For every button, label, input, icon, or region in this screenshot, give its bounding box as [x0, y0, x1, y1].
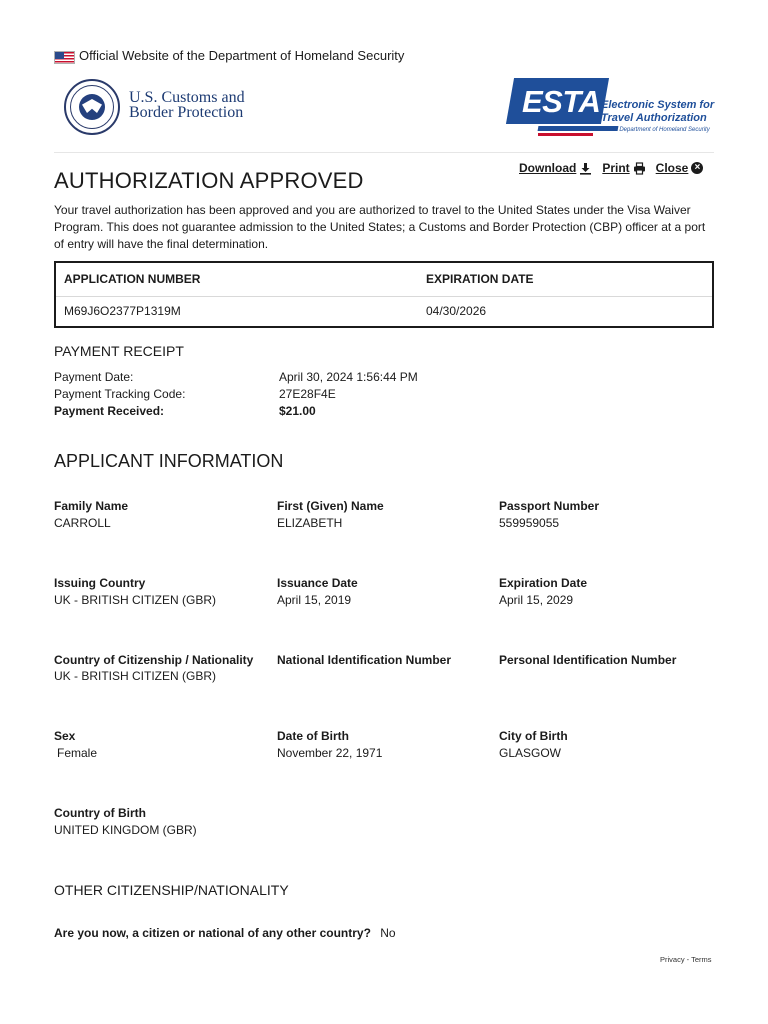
passport-number-value: 559959055: [499, 516, 560, 530]
citizenship-value: UK - BRITISH CITIZEN (GBR): [54, 669, 216, 683]
printer-icon: [633, 162, 646, 175]
footer-links: [660, 955, 712, 964]
header-divider: [54, 152, 714, 153]
other-citizenship-answer: No: [380, 926, 396, 940]
close-label: Close: [655, 161, 689, 175]
dhs-seal-icon: [64, 79, 120, 135]
city-of-birth-value: GLASGOW: [499, 746, 562, 760]
download-label: Download: [519, 161, 577, 175]
close-link[interactable]: [656, 161, 704, 175]
esta-logo-line3: U.S. Department of Homeland Security: [606, 127, 710, 133]
country-of-birth-label: Country of Birth: [54, 806, 146, 820]
payment-date-label: Payment Date:: [54, 370, 134, 384]
payment-received-value: $21.00: [279, 404, 316, 418]
esta-logo: [510, 78, 720, 140]
other-citizenship-question: Are you now, a citizen or national of any other country?: [54, 926, 371, 940]
applicant-information-heading: APPLICANT INFORMATION: [54, 451, 284, 471]
other-citizenship-heading: OTHER CITIZENSHIP/NATIONALITY: [54, 882, 289, 898]
other-citizenship-question-row: [54, 926, 396, 940]
payment-tracking-label: Payment Tracking Code:: [54, 387, 186, 401]
city-of-birth-label: City of Birth: [499, 729, 568, 743]
date-of-birth-label: Date of Birth: [277, 729, 349, 743]
payment-date-value: April 30, 2024 1:56:44 PM: [279, 370, 418, 384]
country-of-birth-value: UNITED KINGDOM (GBR): [54, 823, 197, 837]
cbp-name-line1: U.S. Customs and: [129, 89, 245, 106]
issuance-date-label: Issuance Date: [277, 576, 358, 590]
issuing-country-label: Issuing Country: [54, 576, 146, 590]
application-table: [54, 261, 714, 328]
close-icon: ×: [691, 162, 703, 174]
cbp-logo-text: [129, 90, 245, 120]
passport-expiration-label: Expiration Date: [499, 576, 588, 590]
application-number-value: M69J6O2377P1319M: [64, 304, 181, 318]
expiration-date-header: EXPIRATION DATE: [426, 272, 534, 286]
application-number-header: APPLICATION NUMBER: [64, 272, 201, 286]
sex-value: Female: [57, 746, 98, 760]
privacy-link[interactable]: Privacy: [660, 955, 685, 964]
family-name-label: Family Name: [54, 499, 129, 513]
personal-id-label: Personal Identification Number: [499, 653, 677, 667]
payment-receipt-heading: PAYMENT RECEIPT: [54, 343, 184, 359]
page-title: AUTHORIZATION APPROVED: [54, 168, 364, 193]
download-link[interactable]: [519, 161, 592, 175]
given-name-label: First (Given) Name: [277, 499, 384, 513]
print-link[interactable]: [602, 161, 645, 175]
passport-number-label: Passport Number: [499, 499, 600, 513]
official-website-banner: Official Website of the Department of Homeland Security: [79, 48, 405, 63]
cbp-name-line2: Border Protection: [129, 104, 244, 121]
issuance-date-value: April 15, 2019: [277, 593, 352, 607]
esta-logo-line2: Travel Authorization: [601, 112, 707, 124]
citizenship-label: Country of Citizenship / Nationality: [54, 653, 254, 667]
sex-label: Sex: [54, 729, 76, 743]
passport-expiration-value: April 15, 2029: [499, 593, 574, 607]
application-table-header: [56, 263, 712, 297]
national-id-label: National Identification Number: [277, 653, 452, 667]
given-name-value: ELIZABETH: [277, 516, 343, 530]
page-actions: [519, 161, 703, 175]
payment-tracking-value: 27E28F4E: [279, 387, 336, 401]
family-name-value: CARROLL: [54, 516, 111, 530]
footer-separator: -: [684, 955, 692, 964]
expiration-date-value: 04/30/2026: [426, 304, 487, 318]
approval-message: Your travel authorization has been approved and you are authorized to travel to the United States under the Visa Waiver Program. This does not guarantee admission to the United States; a Customs and Border Protection (CBP) officer at a port of entry will have the final determination.: [54, 203, 706, 251]
terms-link[interactable]: Terms: [691, 955, 712, 964]
us-flag-icon: [54, 51, 75, 64]
print-label: Print: [602, 161, 630, 175]
date-of-birth-value: November 22, 1971: [277, 746, 383, 760]
download-icon: [579, 162, 592, 175]
esta-logo-word: ESTA: [522, 84, 601, 119]
esta-logo-line1: Electronic System for: [601, 99, 715, 111]
issuing-country-value: UK - BRITISH CITIZEN (GBR): [54, 593, 216, 607]
payment-received-label: Payment Received:: [54, 404, 165, 418]
